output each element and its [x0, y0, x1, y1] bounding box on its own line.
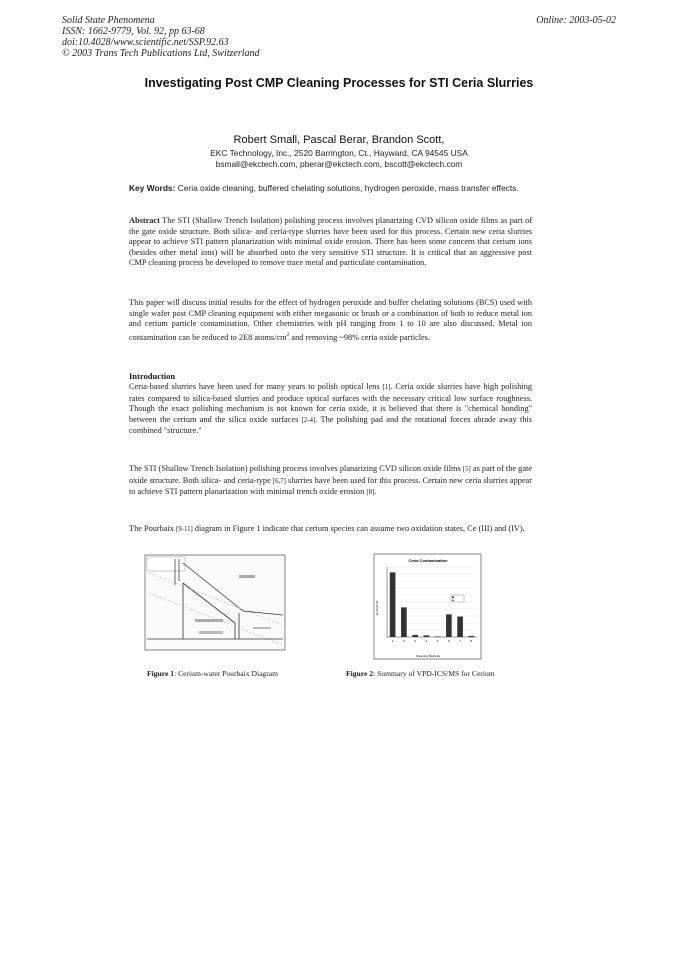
- figure-1-image: [143, 553, 288, 656]
- x-tick-label: 2: [403, 639, 405, 643]
- chart-xlabel: Cleaning Methods: [415, 654, 441, 658]
- p2-text-b: and removing ~98% ceria oxide particles.: [289, 332, 430, 342]
- introduction-heading: Introduction: [129, 371, 176, 381]
- figure-2-caption: [346, 669, 495, 678]
- x-tick-label: 3: [414, 639, 416, 643]
- chart-ylabel: atoms/cm2: [375, 600, 379, 616]
- x-tick-label: 4: [425, 639, 428, 643]
- p2-sup: 2: [286, 331, 290, 338]
- p2-text-a: This paper will discuss initial results for the effect of hydrogen peroxide and buffer chelating solutions (BCS) used with single wafer post CMP cleaning equipment with either megasonic or brush or a combination of both to reduce metal ion and cerium particle contamination. Other chemistries with pH ranging from 1 to 10 are also discussed. Metal ion contamination can be reduced to 2E8 atoms/cm: [129, 298, 532, 342]
- x-tick-label: 8: [470, 639, 473, 643]
- x-tick-label: 7: [459, 639, 461, 643]
- citation: [8]: [366, 489, 375, 497]
- issn: ISSN: 1662-9779, Vol. 92, pp 63-68: [62, 26, 205, 37]
- bar-7: [457, 617, 463, 637]
- emails: bsmall@ekctech.com, pberar@ekctech.com, bscott@ekctech.com: [215, 159, 463, 169]
- keywords-text: Ceria oxide cleaning, buffered chelating solutions, hydrogen peroxide, mass transfer effects.: [175, 183, 519, 193]
- abstract: [129, 216, 532, 269]
- affiliation-block: [0, 148, 678, 170]
- figure-1-caption: [147, 669, 278, 678]
- figure-2-image: [373, 553, 483, 661]
- citation: [5]: [462, 466, 471, 473]
- keywords: [129, 183, 532, 194]
- authors: Robert Small, Pascal Berar, Brandon Scott,: [233, 134, 445, 146]
- figure-2-caption-text: : Summary of VPD-ICS/MS for Cerium: [373, 669, 495, 678]
- bar-6: [446, 614, 452, 637]
- online-date: Online: 2003-05-02: [536, 15, 616, 26]
- bar-5: [435, 636, 441, 637]
- doi: doi:10.4028/www.scientific.net/SSP.92.63: [62, 37, 229, 48]
- ceria-contamination-chart: [373, 553, 483, 661]
- journal-name: Solid State Phenomena: [62, 15, 155, 26]
- intro-paragraph-1: [129, 382, 532, 437]
- figure-1-caption-text: : Cerium-water Pourbaix Diagram: [174, 669, 279, 678]
- intro-p2-d: .: [374, 487, 377, 497]
- bar-4: [424, 635, 430, 637]
- chart-title: Ceria Contamination: [408, 558, 448, 563]
- figure-1-label: Figure 1: [147, 669, 175, 678]
- intro-paragraph-3: [129, 524, 532, 536]
- intro-p3-a: The Pourbaix: [129, 524, 177, 533]
- citation: [6,7]: [272, 477, 286, 485]
- x-tick-label: 5: [436, 639, 439, 643]
- intro-p1-b: . Ceria oxide slurries have high polishing rates compared to silica-based slurries and produce optical surfaces with the necessary critical low surface roughness. Though the exact polishing mechanism is not known for ceria oxide, it is believed that there is "chemical bonding" between the cerium and the silica oxide surfaces: [129, 382, 532, 424]
- paragraph-2: [129, 298, 532, 343]
- intro-p2-a: The STI (Shallow Trench Isolation) polishing process involves planarizing CVD silicon oxide films: [129, 464, 463, 473]
- bar-8: [469, 636, 475, 637]
- bar-1: [390, 572, 396, 637]
- journal-header: [62, 15, 260, 59]
- x-tick-label: 6: [448, 639, 450, 643]
- intro-p2-c: slurries have been used for this process. Certain new ceria slurries appear to achieve STI pattern planarization with minimal trench oxide erosion: [129, 475, 532, 497]
- citation: [9-11]: [176, 526, 193, 533]
- paper-title: Investigating Post CMP Cleaning Processes for STI Ceria Slurries: [144, 76, 534, 90]
- intro-paragraph-2: [129, 464, 532, 499]
- citation: [1]: [382, 384, 391, 391]
- copyright: © 2003 Trans Tech Publications Ltd, Switzerland: [62, 48, 260, 59]
- affiliation: EKC Technology, Inc., 2520 Barrington, Ct., Hayward, CA 94545 USA: [210, 148, 468, 158]
- keywords-label: Key Words:: [129, 183, 176, 193]
- intro-p1-a: Ceria-based slurries have been used for many years to polish optical lens: [129, 382, 383, 391]
- bar-2: [401, 607, 407, 637]
- citation: [2-4]: [301, 416, 316, 424]
- x-tick-label: 1: [391, 639, 394, 643]
- bar-3: [412, 635, 418, 637]
- intro-p2-b: as part of the gate oxide structure. Both silica- and ceria-type: [129, 464, 532, 485]
- figure-2-label: Figure 2: [346, 669, 374, 678]
- abstract-label: Abstract: [129, 216, 160, 225]
- intro-p1-c: . The polishing pad and the rotational forces abrade away this combined "structure.": [129, 414, 532, 436]
- pourbaix-diagram: [143, 553, 288, 656]
- abstract-text: The STI (Shallow Trench Isolation) polishing process involves planarizing CVD silicon oxide films as part of the gate oxide structure. Both silica- and ceria-type slurries have been used for this process. Certain new ceria slurries appear to achieve STI pattern planarization with minimal oxide erosion. There has been some concern that cerium ions (besides other metal ions) will be absorbed onto the very sensitive STI structure. It is critical that an aggressive post CMP cleaning process be developed to remove trace metal and particulate contamination.: [129, 216, 532, 268]
- intro-p3-b: diagram in Figure 1 indicate that cerium species can assume two oxidation states, Ce (III) and (IV).: [192, 524, 525, 533]
